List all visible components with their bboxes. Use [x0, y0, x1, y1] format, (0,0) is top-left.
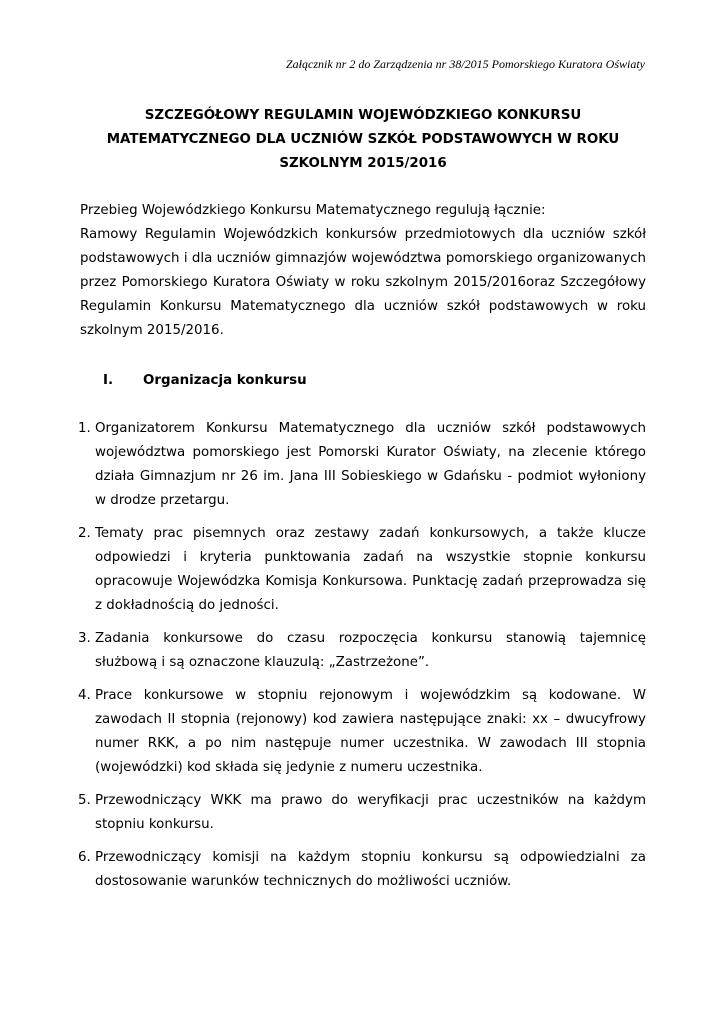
list-item-number: 1.: [78, 421, 91, 436]
list-item-text: Tematy prac pisemnych oraz zestawy zadań konkursowych, a także klucze odpowiedzi i kryteria punktowania zadań na wszystkie stopnie konkursu opracowuje Wojewódzka Komisja Konkursowa. Punktację zadań przeprowadza się z dokładnością do jedności.: [95, 526, 646, 613]
title-line: MATEMATYCZNEGO DLA UCZNIÓW SZKÓŁ PODSTAWOWYCH W ROKU: [106, 132, 620, 147]
list-item: [78, 522, 646, 618]
list-item-number: 6.: [78, 850, 91, 865]
section-heading: [80, 369, 646, 393]
section-title: Organizacja konkursu: [143, 373, 307, 388]
list-item-text: Organizatorem Konkursu Matematycznego dla uczniów szkół podstawowych województwa pomorskiego jest Pomorski Kurator Oświaty, na zlecenie którego działa Gimnazjum nr 26 im. Jana III Sobieskiego w Gdańsku - podmiot wyłoniony w drodze przetargu.: [95, 421, 646, 508]
list-item-number: 5.: [78, 793, 91, 808]
list-item-text: Przewodniczący komisji na każdym stopniu konkursu są odpowiedzialni za dostosowanie warunków technicznych do możliwości uczniów.: [95, 850, 646, 889]
list-item-number: 2.: [78, 526, 91, 541]
list-item-text: Przewodniczący WKK ma prawo do weryfikacji prac uczestników na każdym stopniu konkursu.: [95, 793, 646, 832]
intro-paragraph: Ramowy Regulamin Wojewódzkich konkursów przedmiotowych dla uczniów szkół podstawowych i dla uczniów gimnazjów województwa pomorskiego organizowanych przez Pomorskiego Kuratora Oświaty w roku szkolnym 2015/2016oraz Szczegółowy Regulamin Konkursu Matematycznego dla uczniów szkół podstawowych w roku szkolnym 2015/2016.: [80, 227, 646, 338]
list-item: [78, 684, 646, 780]
section-number: I.: [103, 373, 114, 388]
list-item-text: Zadania konkursowe do czasu rozpoczęcia konkursu stanowią tajemnicę służbową i są oznaczone klauzulą: „Zastrzeżone”.: [95, 631, 646, 670]
title-line: SZCZEGÓŁOWY REGULAMIN WOJEWÓDZKIEGO KONKURSU: [144, 108, 582, 123]
document-title: [80, 104, 646, 176]
list-item: [78, 627, 646, 675]
title-line: SZKOLNYM 2015/2016: [279, 156, 447, 171]
attachment-note: Załącznik nr 2 do Zarządzenia nr 38/2015 Pomorskiego Kuratora Oświaty: [285, 57, 645, 71]
rules-list: [78, 417, 646, 903]
intro-line: Przebieg Wojewódzkiego Konkursu Matematycznego regulują łącznie:: [80, 203, 546, 218]
intro-section: [80, 199, 646, 343]
list-item: [78, 417, 646, 513]
list-item-text: Prace konkursowe w stopniu rejonowym i wojewódzkim są kodowane. W zawodach II stopnia (rejonowy) kod zawiera następujące znaki: xx – dwucyfrowy numer RKK, a po nim następuje numer uczestnika. W zawodach III stopnia (wojewódzki) kod składa się jedynie z numeru uczestnika.: [95, 688, 646, 775]
list-item-number: 3.: [78, 631, 91, 646]
list-item: [78, 789, 646, 837]
list-item-number: 4.: [78, 688, 91, 703]
list-item: [78, 846, 646, 894]
